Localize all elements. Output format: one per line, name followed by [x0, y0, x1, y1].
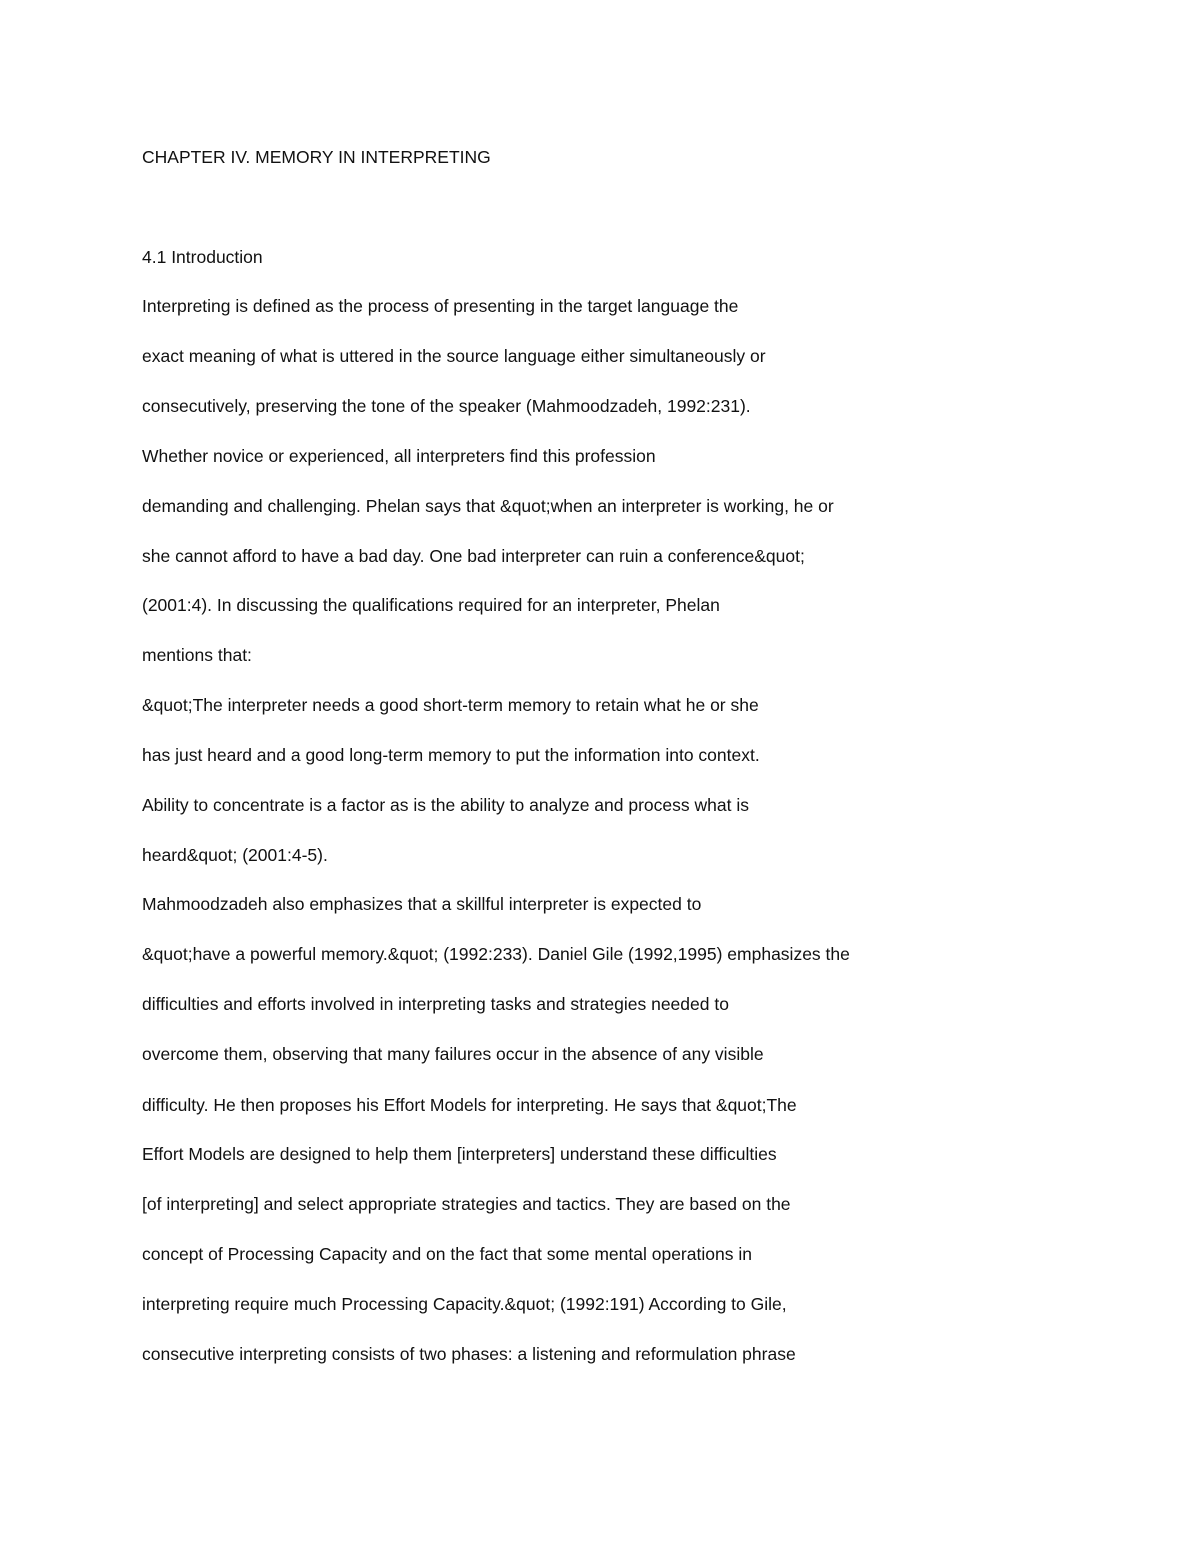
body-line: Effort Models are designed to help them [interpreters] understand these difficulties: [142, 1144, 777, 1164]
body-line: consecutively, preserving the tone of the speaker (Mahmoodzadeh, 1992:231).: [142, 396, 751, 416]
body-line: &quot;The interpreter needs a good short-term memory to retain what he or she: [142, 695, 759, 715]
body-line: Whether novice or experienced, all interpreters find this profession: [142, 446, 656, 466]
body-line: overcome them, observing that many failures occur in the absence of any visible: [142, 1044, 764, 1064]
body-line: heard&quot; (2001:4-5).: [142, 845, 328, 865]
body-line: Interpreting is defined as the process of presenting in the target language the: [142, 296, 739, 316]
body-line: (2001:4). In discussing the qualifications required for an interpreter, Phelan: [142, 595, 720, 615]
section-heading: 4.1 Introduction: [142, 247, 263, 267]
body-line: she cannot afford to have a bad day. One bad interpreter can ruin a conference&quot;: [142, 546, 805, 566]
body-line: difficulties and efforts involved in interpreting tasks and strategies needed to: [142, 994, 729, 1014]
body-line: Mahmoodzadeh also emphasizes that a skillful interpreter is expected to: [142, 894, 702, 914]
body-line: has just heard and a good long-term memory to put the information into context.: [142, 745, 760, 765]
chapter-title: CHAPTER IV. MEMORY IN INTERPRETING: [142, 147, 491, 167]
body-line: consecutive interpreting consists of two phases: a listening and reformulation phrase: [142, 1344, 796, 1364]
body-line: [of interpreting] and select appropriate strategies and tactics. They are based on the: [142, 1194, 791, 1214]
body-line: exact meaning of what is uttered in the source language either simultaneously or: [142, 346, 766, 366]
body-line: interpreting require much Processing Capacity.&quot; (1992:191) According to Gile,: [142, 1294, 787, 1314]
body-line: &quot;have a powerful memory.&quot; (1992:233). Daniel Gile (1992,1995) emphasizes the: [142, 944, 850, 964]
body-line: demanding and challenging. Phelan says that &quot;when an interpreter is working, he or: [142, 496, 834, 516]
body-line: concept of Processing Capacity and on the fact that some mental operations in: [142, 1244, 752, 1264]
body-line: mentions that:: [142, 645, 252, 665]
body-line: Ability to concentrate is a factor as is the ability to analyze and process what is: [142, 795, 749, 815]
body-line: difficulty. He then proposes his Effort Models for interpreting. He says that &quot;The: [142, 1095, 797, 1115]
